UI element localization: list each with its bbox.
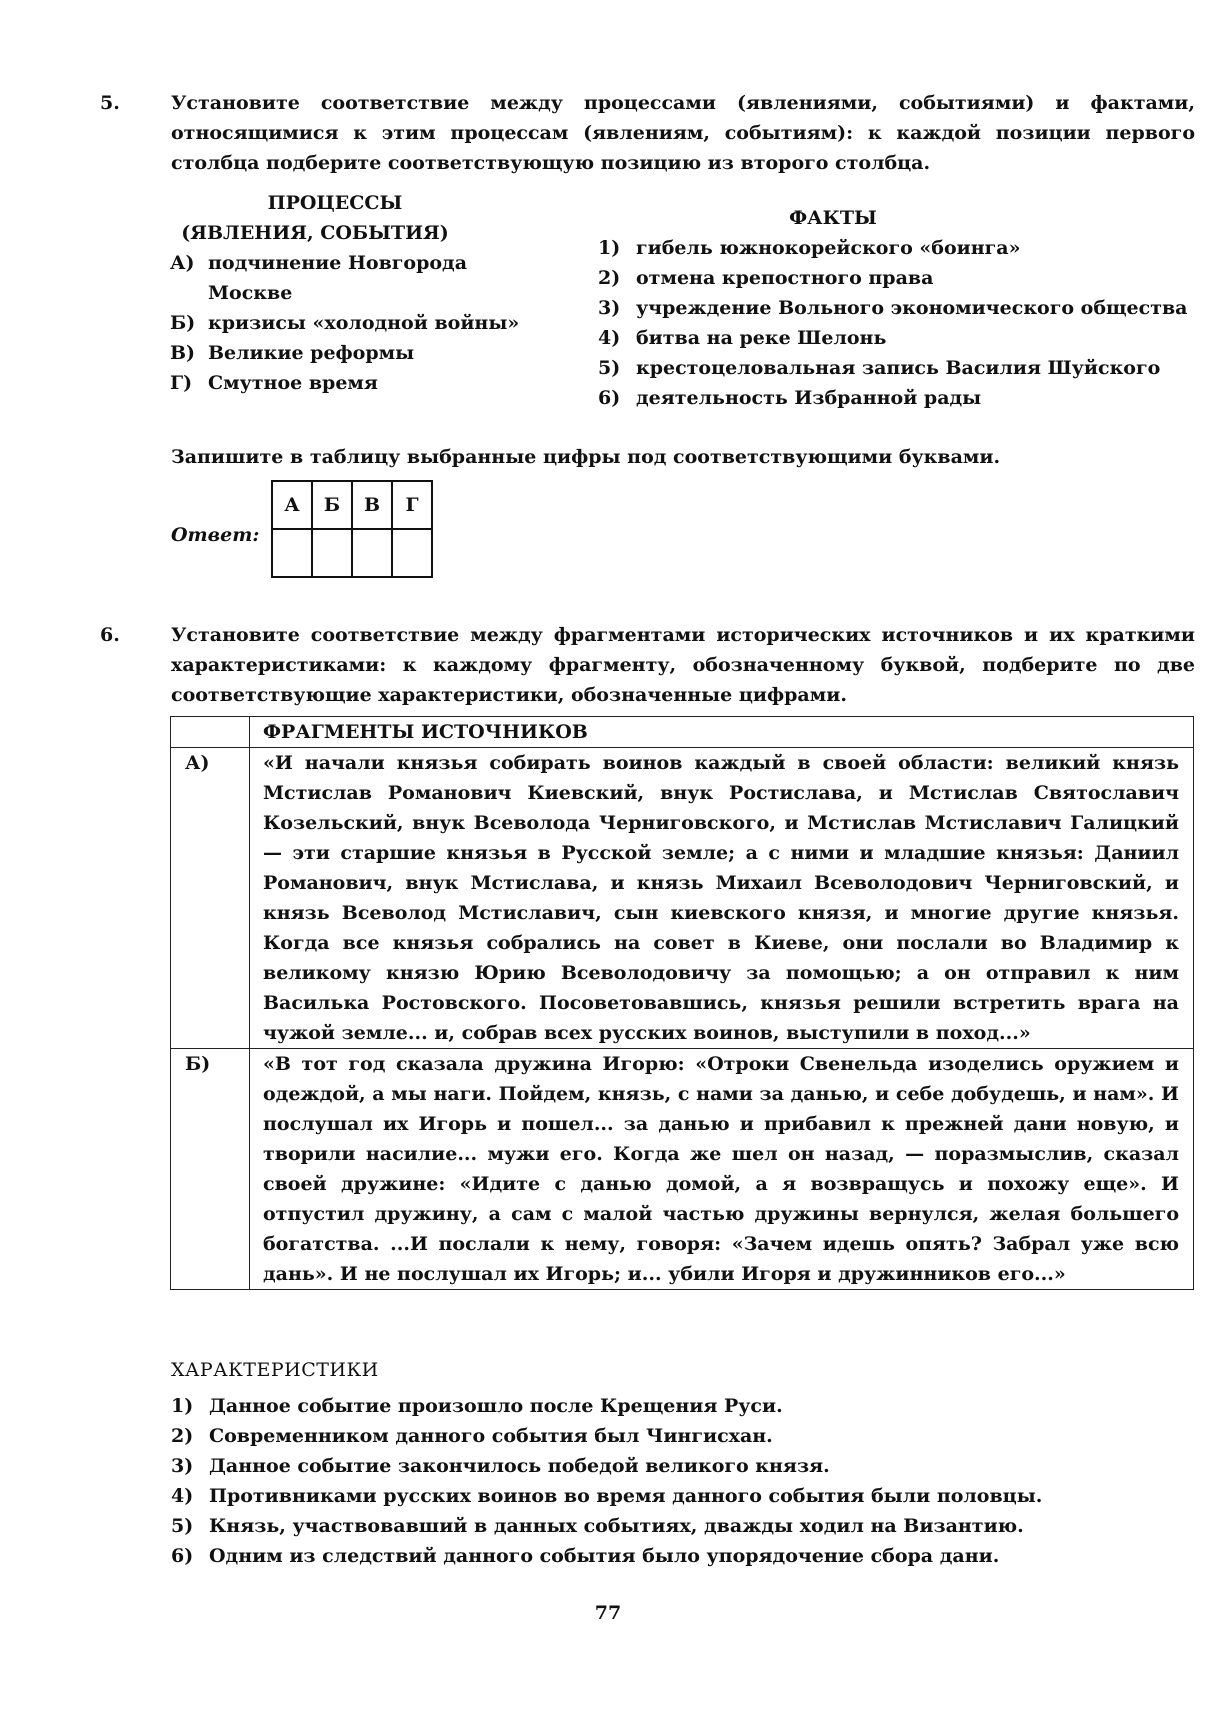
answer-input-row[interactable]	[272, 529, 432, 577]
answer-label: Ответ:	[171, 524, 260, 546]
item-mark: В)	[170, 342, 196, 364]
item-text: Великие реформы	[208, 342, 415, 364]
facts-column	[598, 203, 1198, 413]
item-mark: 1)	[171, 1395, 194, 1417]
fragment-text: «В тот год сказала дружина Игорю: «Отроки Свенельда изоделись оружием и одеждой, а мы наги. Пойдем, князь, с нами за данью, и себе добудешь, и нам». И послушал их Игорь и пошел... за данью и прибавил к прежней дани новую, и творили насилие... мужи его. Когда же шел он назад, — поразмыслив, сказал своей дружине: «Идите с данью домой, а я возвращусь и похожу еще». И отпустил дружину, а сам с малой частью дружины вернулся, желая большего богатства. ...И послали к нему, говоря: «Зачем идешь опять? Забрал уже всю дань». И не послушал их Игорь; и... убили Игоря и дружинников его...»	[250, 1049, 1194, 1290]
fragments-table	[170, 716, 1194, 1290]
item-mark: 5)	[171, 1515, 194, 1537]
facts-header: ФАКТЫ	[789, 207, 877, 229]
task-intro: Установите соответствие между процессами (явлениями, событиями) и фактами, относящимися к этим процессам (явлениям, событиям): к каждой позиции первого столбца подберите соответствующую позицию из второго столбца.	[171, 92, 1195, 174]
item-mark: 2)	[598, 267, 621, 289]
item-mark: А)	[170, 252, 195, 274]
item-mark: 1)	[598, 237, 621, 259]
fragment-row-a	[171, 748, 1194, 1049]
item-mark: 4)	[598, 327, 621, 349]
processes-header-line1: ПРОЦЕССЫ	[267, 192, 403, 214]
answer-grid	[271, 480, 433, 578]
process-item-d	[170, 368, 550, 398]
item-text: Князь, участвовавший в данных событиях, дважды ходил на Византию.	[209, 1515, 1024, 1537]
fact-item-4	[598, 323, 1198, 353]
answer-header-row	[272, 481, 432, 529]
item-text: Противниками русских воинов во время данного события были половцы.	[209, 1485, 1043, 1507]
empty-header-cell	[171, 717, 250, 748]
fragments-header: ФРАГМЕНТЫ ИСТОЧНИКОВ	[250, 717, 1194, 748]
item-mark: 2)	[171, 1425, 194, 1447]
task-5	[100, 88, 1195, 178]
item-text: Смутное время	[208, 372, 378, 394]
fact-item-6	[598, 383, 1198, 413]
page-number: 77	[594, 1602, 622, 1624]
item-text: гибель южнокорейского «боинга»	[636, 237, 1021, 259]
characteristic-item-6	[171, 1541, 1191, 1571]
task-number: 6.	[100, 624, 120, 646]
fragment-row-b	[171, 1049, 1194, 1290]
fragment-text: «И начали князья собирать воинов каждый в своей области: великий князь Мстислав Романович Киевский, внук Ростислава, и Мстислав Святославич Козельский, внук Всеволода Черниговского, и Мстислав Мстиславич Галицкий — эти старшие князья в Русской земле; а с ними и младшие князья: Даниил Романович, внук Мстислава, и князь Михаил Всеволодович Черниговский, и князь Всеволод Мстиславич, сын киевского князя, и многие другие князья. Когда все князья собрались на совет в Киеве, они послали во Владимир к великому князю Юрию Всеволодовичу за помощью; а он отправил к ним Василька Ростовского. Посоветовавшись, князья решили встретить врага на чужой земле... и, собрав всех русских воинов, выступили в поход...»	[250, 748, 1194, 1049]
fragment-mark: А)	[171, 748, 250, 1049]
item-mark: 5)	[598, 357, 621, 379]
task-number: 5.	[100, 92, 120, 114]
item-mark: 4)	[171, 1485, 194, 1507]
answer-col-c: В	[352, 481, 392, 529]
item-text: Современником данного события был Чингисхан.	[209, 1425, 773, 1447]
fact-item-3	[598, 293, 1198, 323]
fact-item-2	[598, 263, 1198, 293]
item-mark: Б)	[170, 312, 196, 334]
task-intro: Установите соответствие между фрагментами исторических источников и их краткими характеристиками: к каждому фрагменту, обозначенному буквой, подберите по две соответствующие характеристики, обозначенные цифрами.	[171, 624, 1195, 706]
characteristic-item-2	[171, 1421, 1191, 1451]
item-mark: 3)	[171, 1455, 194, 1477]
task-6	[100, 620, 1195, 710]
answer-instruction: Запишите в таблицу выбранные цифры под соответствующими буквами.	[171, 446, 1001, 468]
processes-column	[170, 188, 550, 398]
fact-item-5	[598, 353, 1198, 383]
answer-cell-a[interactable]	[272, 529, 312, 577]
item-text: деятельность Избранной рады	[636, 387, 982, 409]
item-text: отмена крепостного права	[636, 267, 934, 289]
characteristics-title: ХАРАКТЕРИСТИКИ	[171, 1359, 379, 1381]
item-text: учреждение Вольного экономического общества	[636, 297, 1188, 319]
item-text: Данное событие закончилось победой великого князя.	[209, 1455, 830, 1477]
characteristic-item-5	[171, 1511, 1191, 1541]
item-text: Одним из следствий данного события было упорядочение сбора дани.	[209, 1545, 1000, 1567]
characteristic-item-1	[171, 1391, 1191, 1421]
answer-col-d: Г	[392, 481, 432, 529]
fragment-mark: Б)	[171, 1049, 250, 1290]
answer-col-a: А	[272, 481, 312, 529]
item-text: битва на реке Шелонь	[636, 327, 887, 349]
item-mark: 6)	[171, 1545, 194, 1567]
answer-col-b: Б	[312, 481, 352, 529]
answer-cell-c[interactable]	[352, 529, 392, 577]
process-item-a	[170, 248, 508, 308]
item-mark: 6)	[598, 387, 621, 409]
fact-item-1	[598, 233, 1198, 263]
item-text: подчинение Новгорода Москве	[208, 252, 468, 304]
processes-header-line2: (ЯВЛЕНИЯ, СОБЫТИЯ)	[181, 222, 449, 244]
characteristic-item-3	[171, 1451, 1191, 1481]
item-text: кризисы «холодной войны»	[208, 312, 520, 334]
characteristic-item-4	[171, 1481, 1191, 1511]
fragments-header-row	[171, 717, 1194, 748]
item-mark: 3)	[598, 297, 621, 319]
characteristics-list	[171, 1391, 1191, 1571]
process-item-b	[170, 308, 550, 338]
process-item-c	[170, 338, 550, 368]
answer-cell-d[interactable]	[392, 529, 432, 577]
answer-cell-b[interactable]	[312, 529, 352, 577]
item-mark: Г)	[170, 372, 193, 394]
item-text: Данное событие произошло после Крещения Руси.	[209, 1395, 783, 1417]
item-text: крестоцеловальная запись Василия Шуйского	[636, 357, 1161, 379]
